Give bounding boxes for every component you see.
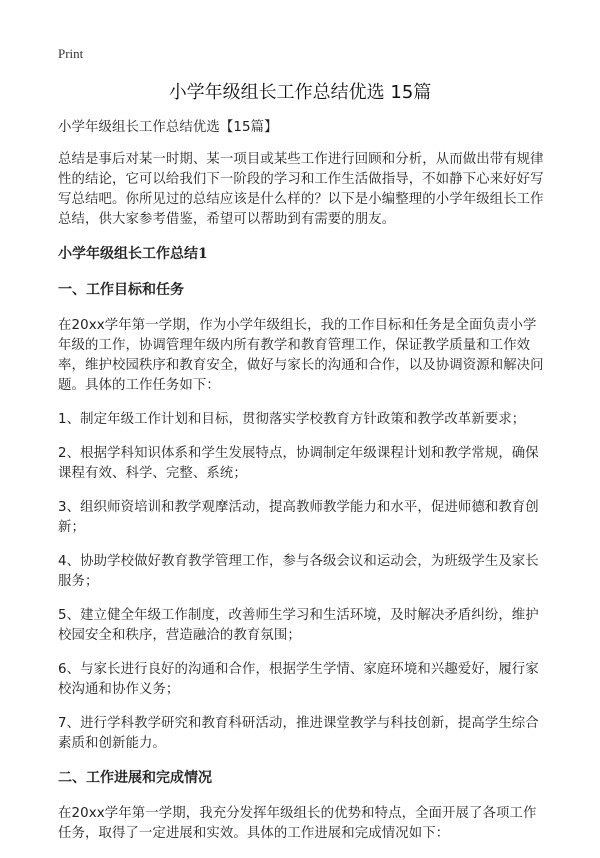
heading-progress: 二、工作进展和完成情况 [58, 770, 212, 786]
list-item: 2、根据学科知识体系和学生发展特点，协调制定年级课程计划和教学常规，确保课程有效、科学、完整、系统； [58, 446, 539, 481]
list-item: 1、制定年级工作计划和目标，贯彻落实学校教育方针政策和教学改革新要求； [58, 412, 526, 427]
heading-goals: 一、工作目标和任务 [58, 282, 184, 298]
document-subtitle: 小学年级组长工作总结优选【15篇】 [58, 120, 278, 135]
document-title: 小学年级组长工作总结优选 15篇 [168, 82, 432, 103]
progress-paragraph: 在20xx学年第一学期，我充分发挥年级组长的优势和特点，全面开展了各项工作任务，取得了一定进展和实效。具体的工作进展和完成情况如下： [58, 806, 537, 841]
document-body [58, 118, 544, 858]
list-item: 5、建立健全年级工作制度，改善师生学习和生活环境，及时解决矛盾纠纷，维护校园安全和秩序，营造融洽的教育氛围； [58, 608, 539, 643]
list-item: 3、组织师资培训和教学观摩活动，提高教师教学能力和水平，促进师德和教育创新； [58, 500, 539, 535]
goals-paragraph: 在20xx学年第一学期，作为小学年级组长，我的工作目标和任务是全面负责小学年级的工作，协调管理年级内所有教学和教育管理工作，保证教学质量和工作效率，维护校园秩序和教育安全，做好与家长的沟通和合作，以及协调资源和解决问题。具体的工作任务如下： [58, 318, 544, 393]
list-item: 7、进行学科教学研究和教育科研活动，推进课堂教学与科技创新，提高学生综合素质和创新能力。 [58, 716, 539, 751]
list-item: 6、与家长进行良好的沟通和合作，根据学生学情、家庭环境和兴趣爱好，履行家校沟通和协作义务； [58, 662, 539, 697]
print-link[interactable]: Print [58, 46, 84, 61]
section-title: 小学年级组长工作总结1 [58, 246, 208, 262]
list-item: 4、协助学校做好教育教学管理工作，参与各级会议和运动会，为班级学生及家长服务； [58, 554, 539, 589]
intro-paragraph: 总结是事后对某一时期、某一项目或某些工作进行回顾和分析，从而做出带有规律性的结论，它可以给我们下一阶段的学习和工作生活做指导，不如静下心来好好写写总结吧。你所见过的总结应该是什么样的？以下是小编整理的小学年级组长工作总结，供大家参考借鉴，希望可以帮助到有需要的朋友。 [58, 152, 544, 227]
